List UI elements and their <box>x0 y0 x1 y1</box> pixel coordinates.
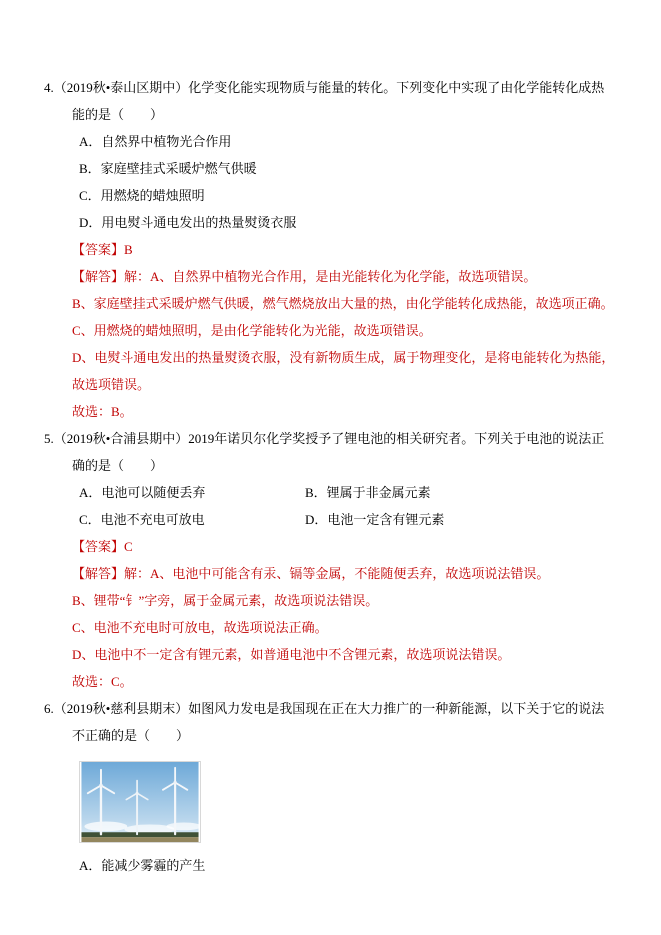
option-c: C．电池不充电可放电 <box>79 512 205 527</box>
question-stem: 4.（2019秋•泰山区期中）化学变化能实现物质与能量的转化。下列变化中实现了由化学能转化成热能的是（ ） <box>44 80 605 122</box>
option-c: C．用燃烧的蜡烛照明 <box>79 188 205 203</box>
wind-turbines-illustration <box>80 762 200 842</box>
explanation-line: 【解答】解：A、自然界中植物光合作用，是由光能转化为化学能，故选项错误。 <box>72 269 537 284</box>
explanation-line: B、锂带“钅”字旁，属于金属元素，故选项说法错误。 <box>72 593 379 608</box>
explanation-line: 【解答】解：A、电池中可能含有汞、镉等金属，不能随便丢弃，故选项说法错误。 <box>72 566 550 581</box>
question-stem: 6.（2019秋•慈利县期末）如图风力发电是我国现在正在大力推广的一种新能源，以下关于它的说法不正确的是（ ） <box>44 701 605 743</box>
question-5 <box>44 425 617 695</box>
explanation-line: C、用燃烧的蜡烛照明，是由化学能转化为光能，故选项错误。 <box>72 323 432 338</box>
question-6 <box>44 695 617 879</box>
option-b: B．锂属于非金属元素 <box>305 485 431 500</box>
options-list <box>44 128 617 236</box>
wind-turbines-image <box>79 761 201 843</box>
options-list <box>44 479 617 533</box>
question-stem: 5.（2019秋•合浦县期中）2019年诺贝尔化学奖授予了锂电池的相关研究者。下列关于电池的说法正确的是（ ） <box>44 431 605 473</box>
option-a: A．电池可以随便丢弃 <box>79 485 206 500</box>
option-d: D．电池一定含有锂元素 <box>305 512 445 527</box>
conclusion-line: 故选：C。 <box>72 674 133 689</box>
answer-line: 【答案】C <box>72 539 133 554</box>
option-d: D．用电熨斗通电发出的热量熨烫衣服 <box>79 215 297 230</box>
explanation-line: D、电熨斗通电发出的热量熨烫衣服，没有新物质生成，属于物理变化，是将电能转化为热能，故选项错误。 <box>72 350 615 392</box>
explanation-line: C、电池不充电时可放电，故选项说法正确。 <box>72 620 328 635</box>
option-b: B．家庭壁挂式采暖炉燃气供暖 <box>79 161 257 176</box>
explanation-line: B、家庭壁挂式采暖炉燃气供暖，燃气燃烧放出大量的热，由化学能转化成热能，故选项正确。 <box>72 296 614 311</box>
conclusion-line: 故选：B。 <box>72 404 133 419</box>
explanation-line: D、电池中不一定含有锂元素，如普通电池中不含锂元素，故选项说法错误。 <box>72 647 511 662</box>
question-4 <box>44 74 617 425</box>
options-list <box>44 852 617 879</box>
option-a: A．自然界中植物光合作用 <box>79 134 232 149</box>
answer-line: 【答案】B <box>72 242 133 257</box>
option-a: A．能减少雾霾的产生 <box>79 858 206 873</box>
